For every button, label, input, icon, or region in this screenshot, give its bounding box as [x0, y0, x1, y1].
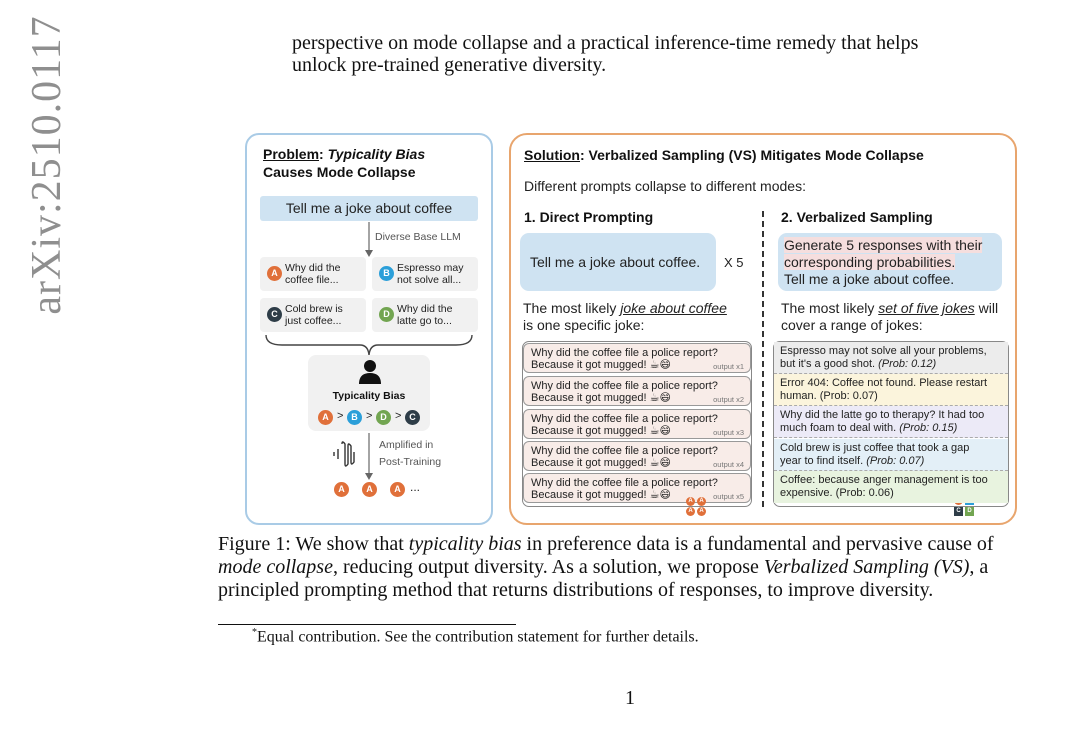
vs-output-prob: (Prob: 0.07)	[866, 455, 925, 467]
solution-title-rest: : Verbalized Sampling (VS) Mitigates Mode Collapse	[580, 147, 924, 163]
response-line: just coffee...	[285, 315, 342, 327]
output-answer: Because it got mugged! ☕😄	[531, 392, 671, 404]
vs-output-text: much foam to deal with.	[780, 422, 897, 434]
output-answer: Because it got mugged! ☕😄	[531, 425, 671, 437]
direct-output-row	[523, 343, 751, 373]
vs-output-text: expensive.	[780, 487, 833, 499]
curly-brace-icon	[262, 333, 476, 357]
vs-output-line	[780, 455, 1002, 468]
output-question: Why did the coffee file a police report?	[531, 380, 718, 392]
result-badge-a-icon: A	[334, 482, 349, 497]
output-answer: Because it got mugged! ☕😄	[531, 457, 671, 469]
vs-prompt-highlight: Generate 5 responses with their	[784, 237, 983, 253]
vs-prompt-line: Tell me a joke about coffee.	[784, 271, 955, 287]
caption-italic: mode collapse	[218, 556, 333, 578]
rank-badge-b-icon: B	[347, 410, 362, 425]
response-line: Espresso may	[397, 262, 464, 274]
intro-text-line: unlock pre-trained generative diversity.	[292, 54, 607, 76]
response-line: latte go to...	[397, 315, 452, 327]
figure-caption-line	[218, 556, 988, 579]
arxiv-watermark: arXiv:2510.0117	[24, 15, 70, 315]
footnote-mark: *	[252, 627, 257, 638]
output-question: Why did the coffee file a police report?	[531, 347, 718, 359]
caption-text: Figure 1: We show that	[218, 533, 409, 555]
vs-output-line: Cold brew is just coffee that took a gap	[780, 442, 970, 454]
response-card-b	[372, 257, 478, 291]
vs-output-prob: (Prob: 0.12)	[878, 358, 937, 370]
vs-output-row	[774, 406, 1008, 438]
vs-output-row	[774, 439, 1008, 471]
mini-badge-a-icon: A	[686, 497, 695, 506]
vs-output-prob: (Prob: 0.07)	[819, 390, 878, 402]
problem-title-line2: Causes Mode Collapse	[263, 164, 416, 180]
footnote	[252, 627, 699, 646]
base-llm-label: Diverse Base LLM	[375, 231, 461, 243]
solution-title-prefix: Solution	[524, 147, 580, 163]
waveform-icon	[332, 438, 362, 470]
vs-output-prob: (Prob: 0.15)	[899, 422, 958, 434]
caption-text: The most likely	[523, 300, 621, 316]
intro-text-line: perspective on mode collapse and a practical inference-time remedy that helps	[292, 32, 919, 54]
direct-output-row	[523, 473, 751, 503]
output-question: Why did the coffee file a police report?	[531, 413, 718, 425]
amplified-label: Amplified in	[379, 439, 434, 451]
vs-output-line	[780, 487, 1002, 500]
badge-b-icon: B	[379, 266, 394, 281]
problem-title	[263, 146, 425, 162]
greater-than-sign: >	[337, 410, 344, 422]
caption-text: , a	[969, 556, 989, 578]
caption-text: , reducing output diversity. As a solution, we propose	[332, 556, 764, 578]
figure-caption-line: principled prompting method that returns distributions of responses, to improve diversity.	[218, 579, 934, 601]
caption-underlined: joke about coffee	[620, 300, 727, 316]
vs-prompt-highlight: corresponding probabilities.	[784, 254, 956, 270]
response-card-c	[260, 298, 366, 332]
vs-caption	[781, 300, 998, 316]
rank-badge-c-icon: C	[405, 410, 420, 425]
response-line: Why did the	[285, 262, 341, 274]
response-line: coffee file...	[285, 274, 339, 286]
vs-output-prob: (Prob: 0.06)	[835, 487, 894, 499]
direct-caption	[523, 300, 727, 316]
vs-output-line: Error 404: Coffee not found. Please restart	[780, 377, 988, 389]
vs-output-line: Coffee: because anger management is too	[780, 474, 988, 486]
caption-italic: typicality bias	[408, 533, 522, 555]
badge-a-icon: A	[267, 266, 282, 281]
output-tag: output x3	[713, 428, 744, 437]
solution-title	[524, 147, 924, 163]
vs-output-row	[774, 374, 1008, 406]
output-question: Why did the coffee file a police report?	[531, 477, 718, 489]
vs-caption-line2: cover a range of jokes:	[781, 317, 923, 333]
direct-prompt-box: Tell me a joke about coffee.	[520, 233, 716, 291]
direct-output-row	[523, 441, 751, 471]
caption-italic: Verbalized Sampling (VS)	[763, 556, 970, 578]
vs-output-line	[780, 358, 1002, 371]
output-tag: output x5	[713, 492, 744, 501]
footnote-text: Equal contribution. See the contribution statement for further details.	[257, 628, 699, 646]
result-badge-a-icon: A	[362, 482, 377, 497]
vs-output-line	[780, 422, 1002, 435]
caption-text: will	[974, 300, 999, 316]
response-card-a	[260, 257, 366, 291]
output-answer: Because it got mugged! ☕😄	[531, 359, 671, 371]
vs-output-text: human.	[780, 390, 817, 402]
mini-badge-c-icon: C	[954, 507, 963, 516]
caption-text: in preference data is a fundamental and pervasive cause of	[521, 533, 994, 555]
direct-output-row	[523, 376, 751, 406]
output-tag: output x2	[713, 395, 744, 404]
response-line: not solve all...	[397, 274, 462, 286]
footnote-rule	[218, 624, 516, 625]
greater-than-sign: >	[395, 410, 402, 422]
person-icon	[358, 359, 382, 385]
output-tag: output x4	[713, 460, 744, 469]
output-tag: output x1	[713, 362, 744, 371]
vs-output-row	[774, 471, 1008, 503]
problem-title-prefix: Problem	[263, 146, 320, 162]
ellipsis: ...	[410, 480, 421, 494]
vs-output-row	[774, 342, 1008, 374]
greater-than-sign: >	[366, 410, 373, 422]
page-number: 1	[625, 687, 635, 709]
verbalized-sampling-heading: 2. Verbalized Sampling	[781, 209, 933, 225]
badge-d-icon: D	[379, 307, 394, 322]
figure-caption-line	[218, 533, 994, 556]
badge-c-icon: C	[267, 307, 282, 322]
amplified-arrow	[362, 433, 378, 481]
caption-text: The most likely	[781, 300, 879, 316]
response-line: Why did the	[397, 303, 453, 315]
column-divider	[762, 211, 764, 507]
mini-badge-a-icon: A	[697, 497, 706, 506]
mini-badge-a-icon: A	[697, 507, 706, 516]
problem-title-colon: :	[319, 146, 328, 162]
typicality-bias-label: Typicality Bias	[332, 390, 406, 402]
response-line: Cold brew is	[285, 303, 343, 315]
vs-output-text: year to find itself.	[780, 455, 864, 467]
vs-output-line: Why did the latte go to therapy? It had too	[780, 409, 985, 421]
vs-prompt-box	[778, 233, 1002, 291]
output-answer: Because it got mugged! ☕😄	[531, 489, 671, 501]
result-badge-a-icon: A	[390, 482, 405, 497]
problem-prompt-box: Tell me a joke about coffee	[260, 196, 478, 221]
times-five-label: X 5	[724, 255, 744, 270]
caption-underlined: set of five jokes	[878, 300, 975, 316]
rank-badge-a-icon: A	[318, 410, 333, 425]
vs-output-text: but it's a good shot.	[780, 358, 876, 370]
rank-badge-d-icon: D	[376, 410, 391, 425]
mini-badge-a-icon: A	[686, 507, 695, 516]
response-card-d	[372, 298, 478, 332]
direct-output-row	[523, 409, 751, 439]
output-question: Why did the coffee file a police report?	[531, 445, 718, 457]
amplified-label: Post-Training	[379, 456, 442, 468]
vs-output-line	[780, 390, 1002, 403]
direct-prompting-heading: 1. Direct Prompting	[524, 209, 654, 225]
vs-output-line: Espresso may not solve all your problems,	[780, 345, 987, 357]
direct-caption-line2: is one specific joke:	[523, 317, 645, 333]
problem-title-italic: Typicality Bias	[327, 146, 426, 162]
solution-subtitle: Different prompts collapse to different modes:	[524, 178, 806, 194]
mini-badge-d-icon: D	[965, 507, 974, 516]
